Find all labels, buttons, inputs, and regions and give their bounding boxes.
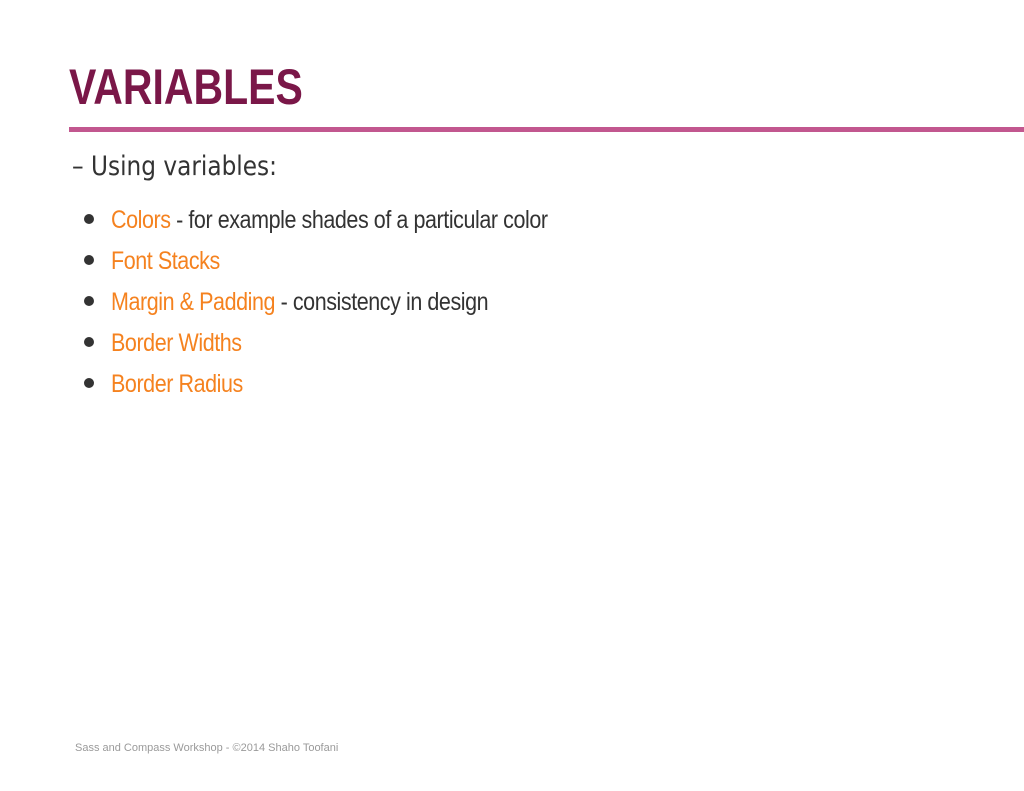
subheading: – Using variables:	[72, 151, 277, 182]
list-item-description: - for example shades of a particular color	[170, 206, 548, 234]
list-item-text	[111, 201, 548, 239]
title-divider	[69, 127, 1024, 132]
bullet-icon	[84, 378, 94, 388]
list-item-description: - consistency in design	[275, 288, 489, 316]
list-item-term: Margin & Padding	[111, 288, 276, 316]
list-item-term: Colors	[111, 206, 171, 234]
list-item-text	[111, 283, 488, 321]
bullet-icon	[84, 296, 94, 306]
list-item-text	[111, 324, 242, 362]
bullet-icon	[84, 214, 94, 224]
list-item-text	[111, 242, 220, 280]
slide-title: VARIABLES	[69, 59, 303, 115]
bullet-icon	[84, 255, 94, 265]
list-item-text	[111, 365, 243, 403]
list-item-term: Border Radius	[111, 370, 243, 398]
slide-footer: Sass and Compass Workshop - ©2014 Shaho Toofani	[75, 742, 339, 754]
list-item-term: Font Stacks	[111, 247, 220, 275]
list-item-term: Border Widths	[111, 329, 242, 357]
bullet-icon	[84, 337, 94, 347]
